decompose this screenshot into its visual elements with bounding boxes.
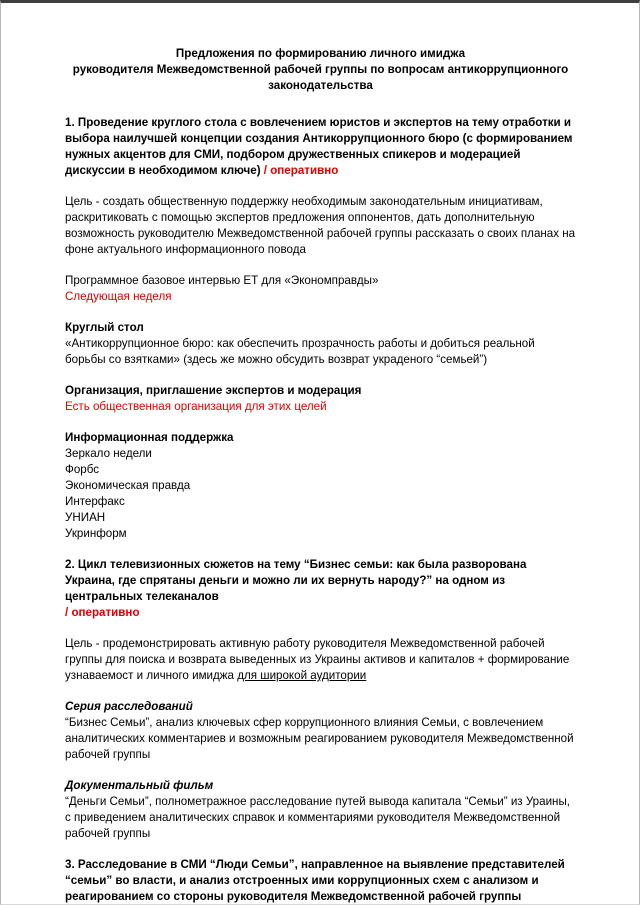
- section1-roundtable-text: «Антикоррупционное бюро: как обеспечить прозрачность работы и добиться реальной борьбы со взятками» (здесь же можно обсудить возврат украденого “семьей”): [65, 337, 535, 366]
- section1-goal: Цель - создать общественную поддержку необходимым законодательным инициативам, раскритиковать с помощью экспертов предложения оппонентов, дать дополнительную возможность руководителю Межведомственной рабочей группы рассказать о своих планах на фоне актуального информационного повода: [65, 195, 576, 256]
- section1-roundtable-block: [65, 320, 576, 368]
- media-list-item: Зеркало недели: [65, 447, 152, 460]
- section1-media-label: Информационная поддержка: [65, 431, 234, 444]
- section1-roundtable-label: Круглый стол: [65, 321, 144, 334]
- section2-heading-text: 2. Цикл телевизионных сюжетов на тему “Бизнес семьи: как была разворована Украина, где спрятаны деньги и можно ли их вернуть народу?” на одном из центральных телеканалов: [65, 558, 527, 603]
- section1-organization-note: Есть общественная организация для этих целей: [65, 400, 327, 413]
- media-list-item: Интерфакс: [65, 495, 125, 508]
- section2-goal: [65, 636, 576, 684]
- section2-goal-underlined: для широкой аудитории: [237, 669, 367, 682]
- section2-goal-text: Цель - продемонстрировать активную работу руководителя Межведомственной рабочей группы для поиска и возврата выведенных из Украины активов и капиталов + формирование узнаваемост и личного имиджа: [65, 637, 570, 682]
- doc-title-line-1: Предложения по формированию личного имиджа: [175, 47, 466, 60]
- section2-film-label: Документальный фильм: [65, 779, 214, 792]
- section2-film-block: [65, 778, 576, 842]
- doc-title-line-3: законодательства: [268, 79, 373, 92]
- media-list-item: Экономическая правда: [65, 479, 191, 492]
- section2-series-block: [65, 699, 576, 763]
- section1-interview-note: Следующая неделя: [65, 290, 172, 303]
- media-list-item: Укринформ: [65, 527, 127, 540]
- section1-organization-label: Организация, приглашение экспертов и модерация: [65, 384, 362, 397]
- section1-heading: [65, 115, 576, 179]
- section1-interview-text: Программное базовое интервью ЕТ для «Экономправды»: [65, 274, 379, 287]
- media-list-item: Форбс: [65, 463, 100, 476]
- section1-heading-tag: / оперативно: [263, 164, 339, 177]
- document-page: [1, 3, 639, 905]
- section2-film-text: “Деньги Семьи”, полнометражное расследование путей вывода капитала “Семьи” из Ураины, с приведением аналитических справок и комментариями руководителя Межведомственной рабочей группы: [65, 795, 571, 840]
- section1-heading-text: 1. Проведение круглого стола с вовлечением юристов и экспертов на тему отработки и выбора наилучшей концепции создания Антикоррупционного бюро (с формированием нужных акцентов для СМИ, подбором дружественных спикеров и модерацией дискуссии в необходимом ключе): [65, 116, 573, 177]
- section2-heading: [65, 557, 576, 621]
- section2-heading-tag: / оперативно: [65, 606, 140, 619]
- section3-heading: 3. Расследование в СМИ “Люди Семьи”, направленное на выявление представителей “семьи” во власти, и анализ отстроенных ими коррупционных схем с анализом и реагированием со стороны руководителя Межведомственной рабочей группы: [65, 858, 565, 903]
- section2-series-label: Серия расследований: [65, 700, 193, 713]
- section1-media-block: [65, 430, 576, 542]
- section1-organization-block: [65, 383, 576, 415]
- doc-title-line-2: руководителя Межведомственной рабочей группы по вопросам антикоррупционного: [72, 63, 569, 76]
- section1-interview-block: [65, 273, 576, 305]
- media-list-item: УНИАН: [65, 511, 106, 524]
- doc-title: [65, 46, 576, 94]
- section2-series-text: “Бизнес Семьи”, анализ ключевых сфер коррупционного влияния Семьи, с вовлечением аналитических комментариев и возможным реагированием руководителя Межведомственной рабочей группы: [65, 716, 574, 761]
